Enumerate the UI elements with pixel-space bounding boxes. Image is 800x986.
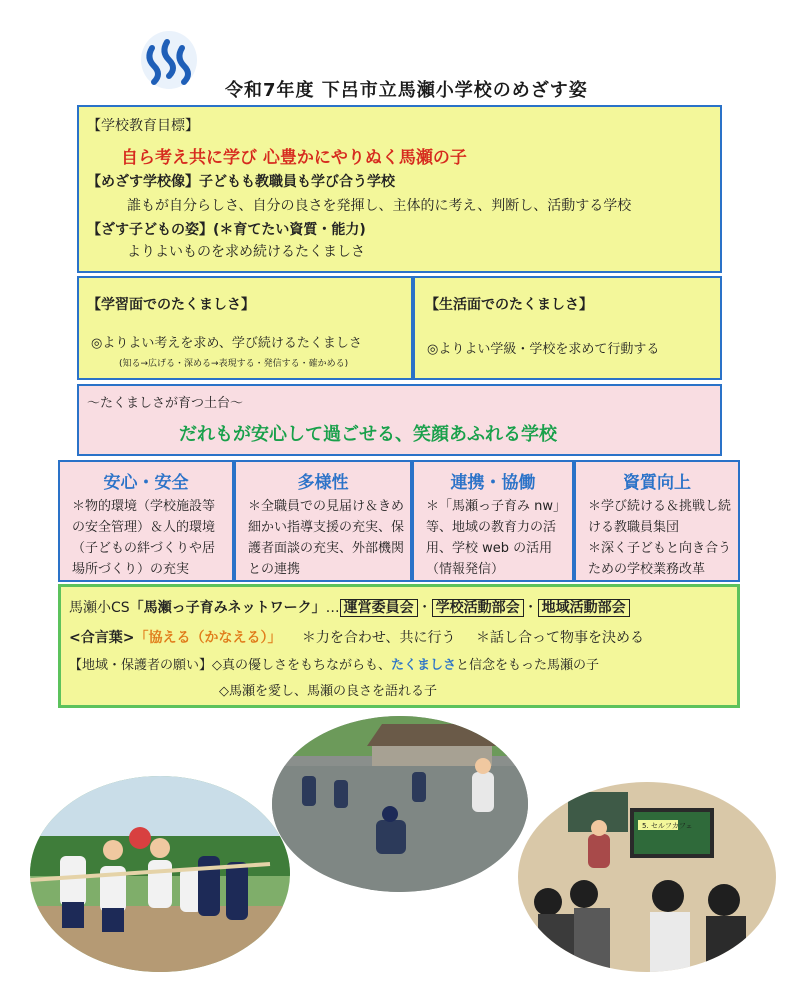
wish-line-1 (69, 654, 599, 673)
child-image-text: よりよいものを求め続けるたくましさ (127, 244, 365, 260)
learning-note: (知る→広げる・深める→表現する・発信する・確かめる) (119, 359, 349, 369)
column-text: ＊全職員での見届け＆きめ細かい指導支援の充実、保護者面談の充実、外部機関との連携 (248, 499, 405, 577)
cs-tag-school: 学校活動部会 (432, 599, 524, 617)
photo-rice-planting (272, 716, 528, 892)
wish-line-2: ◇馬瀬を愛し、馬瀬の良さを語れる子 (219, 684, 437, 699)
foundation-heading: ～たくましさが育つ土台～ (87, 396, 244, 411)
cs-dots: … (325, 600, 340, 616)
learning-text: ◎よりよい考えを求め、学び続けるたくましさ (91, 336, 362, 351)
cs-separator: ・ (523, 600, 538, 616)
column-title: 多様性 (297, 473, 349, 493)
column-box-1 (58, 460, 234, 582)
wish-1-em: たくましさ (391, 658, 457, 673)
photo-classroom (518, 782, 776, 972)
learning-box (77, 276, 413, 380)
column-box-3 (412, 460, 574, 582)
cs-tag-community: 地域活動部会 (538, 599, 630, 617)
wish-1-pre: ◇真の優しさをもちながらも、 (212, 658, 392, 673)
column-text: ＊物的環境（学校施設等の安全管理）＆人的環境（子どもの絆づくりや居場所づくり）の充実 (72, 499, 216, 577)
cs-network: 「馬瀬っ子育みネットワーク」 (129, 600, 326, 616)
tug-of-war-image (30, 776, 290, 972)
goals-box (77, 105, 722, 273)
cs-separator: ・ (417, 600, 432, 616)
column-title: 資質向上 (623, 473, 691, 493)
life-box (413, 276, 722, 380)
motto-line (69, 627, 644, 647)
motto-word: 「協える（かなえる）」 (134, 630, 282, 646)
cs-prefix: 馬瀬小CS (69, 600, 130, 616)
rice-planting-image (272, 716, 528, 892)
cs-box (58, 584, 740, 708)
school-image-heading: 【めざす学校像】子どもも教職員も学び合う学校 (87, 174, 395, 190)
school-image-text: 誰もが自分らしさ、自分の良さを発揮し、主体的に考え、判断し、活動する学校 (127, 198, 632, 214)
child-image-heading: 【ざす子どもの姿】(＊育てたい資質・能力) (87, 222, 366, 238)
learning-heading: 【学習面でのたくましさ】 (87, 297, 255, 313)
column-title: 連携・協働 (450, 473, 536, 493)
classroom-image (518, 782, 776, 972)
school-logo (140, 30, 198, 90)
screen-text: 5. セルフカフェ (642, 822, 693, 830)
page-title: 令和7年度 下呂市立馬瀬小学校のめざす姿 (225, 80, 588, 101)
life-heading: 【生活面でのたくましさ】 (425, 297, 593, 313)
life-text: ◎よりよい学級・学校を求めて行動する (427, 342, 660, 357)
goal-text: 自ら考え共に学び 心豊かにやりぬく馬瀬の子 (121, 148, 467, 168)
column-title: 安心・安全 (103, 473, 189, 493)
goal-heading: 【学校教育目標】 (87, 118, 199, 134)
column-box-4 (574, 460, 740, 582)
motto-note-2: ＊話し合って物事を決める (475, 630, 644, 646)
cs-line (69, 597, 630, 617)
column-text: ＊学び続ける＆挑戦し続ける教職員集団 ＊深く子どもと向き合うための学校業務改革 (588, 499, 732, 577)
photo-tug-of-war (30, 776, 290, 972)
column-text: ＊「馬瀬っ子育み nw」等、地域の教育力の活用、学校 web の活用（情報発信） (426, 499, 567, 577)
motto-label: <合言葉> (69, 630, 135, 646)
cs-tag-steering: 運営委員会 (340, 599, 418, 617)
motto-note-1: ＊力を合わせ、共に行う (301, 630, 456, 646)
wish-label: 【地域・保護者の願い】 (69, 658, 213, 673)
foundation-text: だれもが安心して過ごせる、笑顔あふれる学校 (179, 424, 557, 445)
wish-1-post: と信念をもった馬瀬の子 (456, 658, 600, 673)
column-box-2 (234, 460, 412, 582)
foundation-box (77, 384, 722, 456)
